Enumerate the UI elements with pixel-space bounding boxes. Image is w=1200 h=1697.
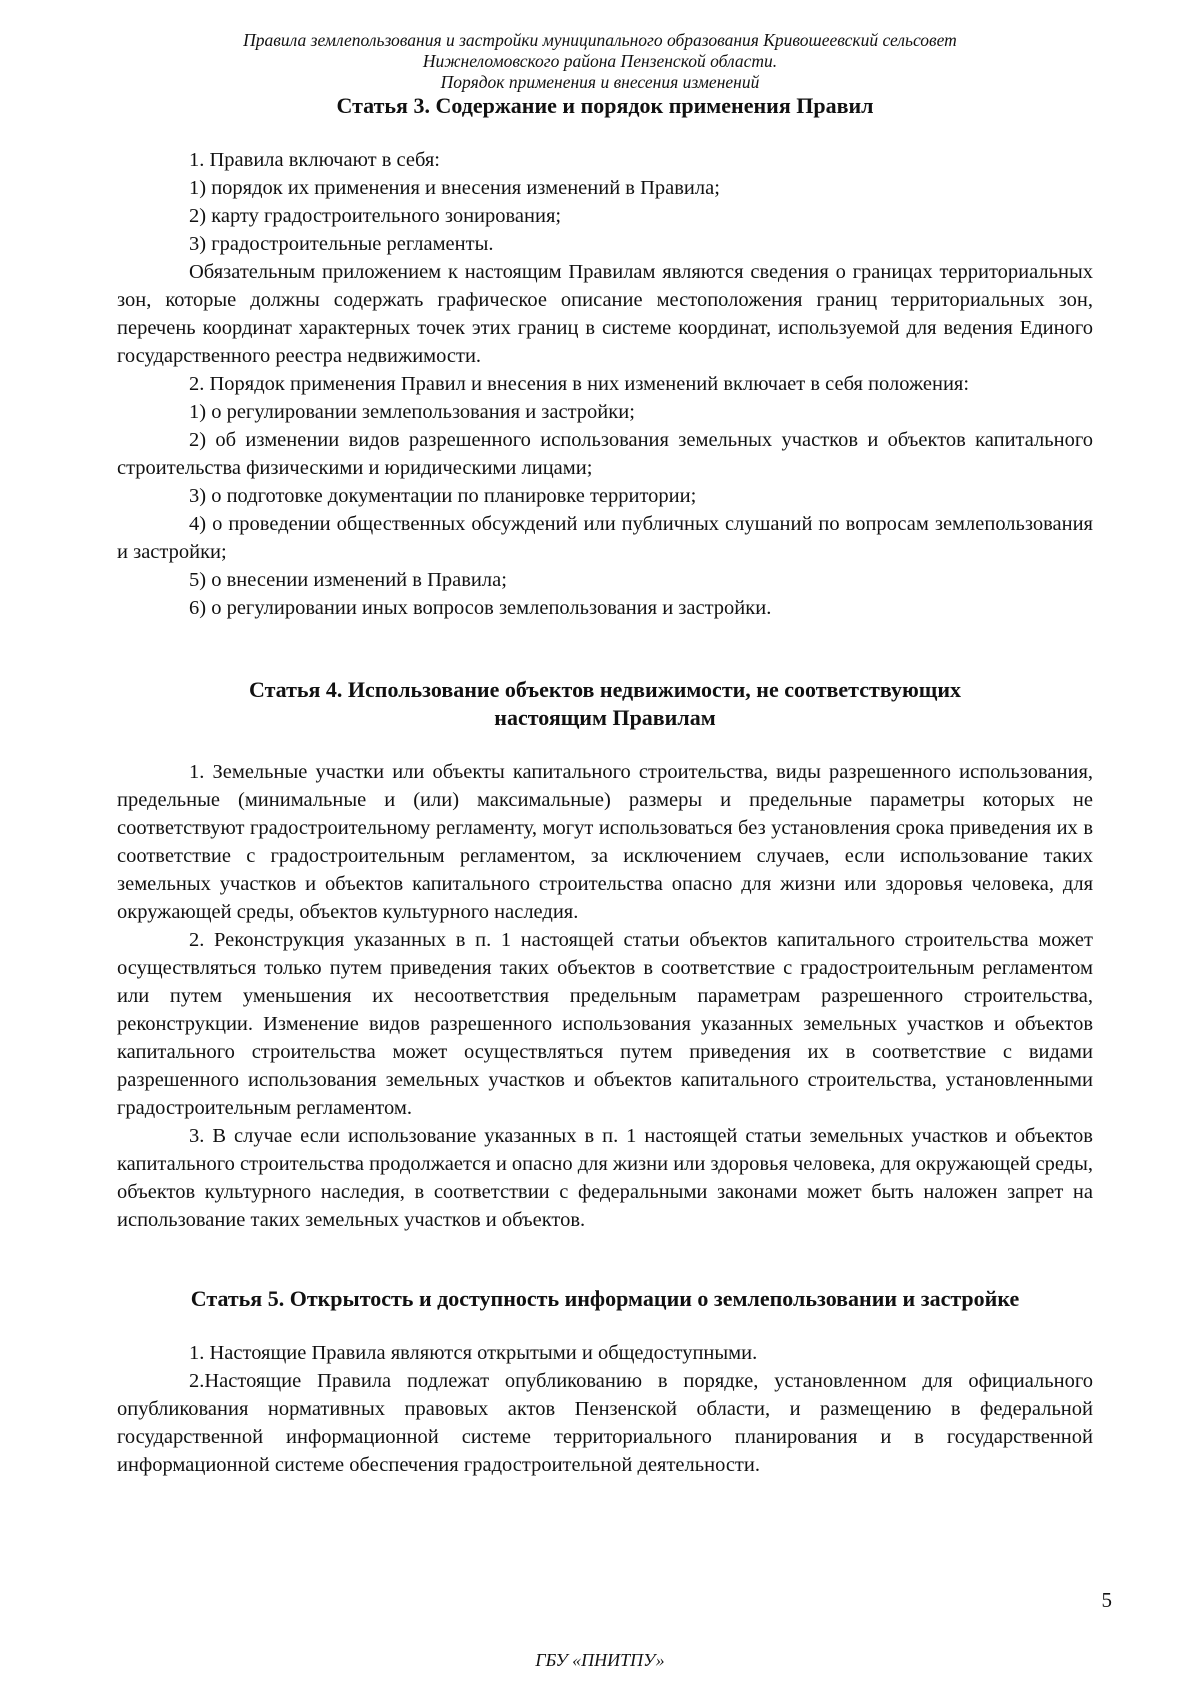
article-3-paragraph: 1. Правила включают в себя: bbox=[189, 149, 440, 171]
article-3-paragraph: 1) о регулировании землепользования и застройки; bbox=[189, 401, 635, 423]
article-4 bbox=[117, 676, 1093, 1234]
article-5 bbox=[117, 1285, 1093, 1479]
article-5-paragraph: 2.Настоящие Правила подлежат опубликованию в порядке, установленном для официального опубликования нормативных правовых актов Пензенской области, и размещению в федеральной государственной информационной системе территориального планирования и в государственной информационной системе обеспечения градостроительной деятельности. bbox=[117, 1370, 1093, 1476]
article-3-paragraph: 2) карту градостроительного зонирования; bbox=[189, 205, 562, 227]
running-header bbox=[0, 30, 1200, 93]
article-4-heading-line-2: настоящим Правилам bbox=[494, 705, 716, 730]
article-5-paragraph: 1. Настоящие Правила являются открытыми и общедоступными. bbox=[189, 1342, 758, 1364]
article-3-paragraph: 3) градостроительные регламенты. bbox=[189, 233, 494, 255]
page-number: 5 bbox=[1101, 1588, 1112, 1612]
running-footer: ГБУ «ПНИТПУ» bbox=[535, 1650, 665, 1670]
article-4-paragraph: 2. Реконструкция указанных в п. 1 настоящей статьи объектов капитального строительства может осуществляться только путем приведения таких объектов в соответствие с градостроительным регламентом или путем уменьшения их несоответствия предельным параметрам разрешенного строительства, реконструкции. Изменение видов разрешенного использования указанных земельных участков и объектов капитального строительства может осуществляться путем приведения их в соответствие с видами разрешенного использования земельных участков и объектов капитального строительства, установленными градостроительным регламентом. bbox=[117, 929, 1093, 1119]
article-3-paragraph: 1) порядок их применения и внесения изменений в Правила; bbox=[189, 177, 720, 199]
article-3-paragraph: 5) о внесении изменений в Правила; bbox=[189, 569, 507, 591]
article-5-heading: Статья 5. Открытость и доступность информации о землепользовании и застройке bbox=[190, 1286, 1020, 1311]
article-3-heading: Статья 3. Содержание и порядок применения Правил bbox=[336, 93, 874, 118]
header-line-1: Правила землепользования и застройки муниципального образования Кривошеевский сельсовет bbox=[243, 30, 957, 50]
article-3-paragraph: 3) о подготовке документации по планировке территории; bbox=[189, 485, 697, 507]
article-4-paragraph: 3. В случае если использование указанных в п. 1 настоящей статьи земельных участков и объектов капитального строительства продолжается и опасно для жизни или здоровья человека, для окружающей среды, объектов культурного наследия, в соответствии с федеральными законами может быть наложен запрет на использование таких земельных участков и объектов. bbox=[117, 1125, 1093, 1231]
header-line-3: Порядок применения и внесения изменений bbox=[440, 72, 760, 92]
article-4-heading-line-1: Статья 4. Использование объектов недвижимости, не соответствующих bbox=[248, 677, 962, 702]
article-3-paragraph: 2) об изменении видов разрешенного использования земельных участков и объектов капитального строительства физическими и юридическими лицами; bbox=[117, 429, 1093, 479]
article-3-paragraph: 2. Порядок применения Правил и внесения в них изменений включает в себя положения: bbox=[189, 373, 970, 395]
header-line-2: Нижнеломовского района Пензенской области. bbox=[422, 51, 778, 71]
article-3 bbox=[117, 92, 1093, 622]
article-3-paragraph: 6) о регулировании иных вопросов землепользования и застройки. bbox=[189, 597, 772, 619]
article-3-paragraph: 4) о проведении общественных обсуждений или публичных слушаний по вопросам землепользования и застройки; bbox=[117, 513, 1093, 563]
article-4-paragraph: 1. Земельные участки или объекты капитального строительства, виды разрешенного использования, предельные (минимальные и (или) максимальные) размеры и предельные параметры которых не соответствуют градостроительному регламенту, могут использоваться без установления срока приведения их в соответствие с градостроительным регламентом, за исключением случаев, если использование таких земельных участков и объектов капитального строительства опасно для жизни или здоровья человека, для окружающей среды, объектов культурного наследия. bbox=[117, 761, 1093, 923]
article-3-paragraph: Обязательным приложением к настоящим Правилам являются сведения о границах территориальных зон, которые должны содержать графическое описание местоположения границ территориальных зон, перечень координат характерных точек этих границ в системе координат, используемой для ведения Единого государственного реестра недвижимости. bbox=[117, 261, 1093, 367]
